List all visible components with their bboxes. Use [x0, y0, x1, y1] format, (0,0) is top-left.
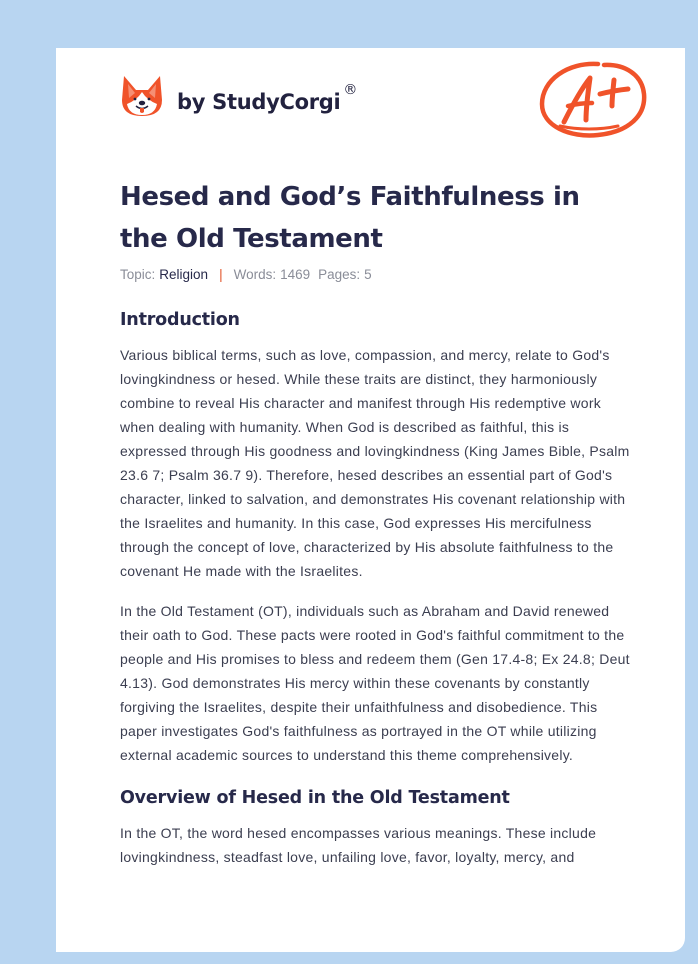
- pages-count: 5: [364, 267, 372, 282]
- pages-label: Pages:: [318, 267, 361, 282]
- topic-label: Topic:: [120, 267, 156, 282]
- section-heading-introduction: Introduction: [120, 310, 240, 330]
- article-meta: [120, 267, 632, 282]
- registered-mark: ®: [343, 82, 358, 98]
- header: [56, 48, 685, 158]
- words-label: Words:: [233, 267, 277, 282]
- paragraph: In the OT, the word hesed encompasses various meanings. These include lovingkindness, steadfast love, unfailing love, favor, loyalty, mercy, and: [120, 825, 597, 865]
- paragraph: Various biblical terms, such as love, compassion, and mercy, relate to God's lovingkindness or hesed. While these traits are distinct, they harmoniously combine to reveal His character and manifest through His redemptive work when dealing with humanity. When God is described as faithful, this is expressed through His goodness and lovingkindness (King James Bible, Psalm 23.6 7; Psalm 36.7 9). Therefore, hesed describes an essential part of God's character, linked to salvation, and demonstrates His covenant relationship with the Israelites and humanity. In this case, God expresses His mercifulness through the concept of love, characterized by His absolute faithfulness to the covenant He made with the Israelites.: [120, 347, 630, 579]
- paragraph: In the Old Testament (OT), individuals such as Abraham and David renewed their oath to God. These pacts were rooted in God's faithful commitment to the people and His promises to bless and redeem them (Gen 17.4-8; Ex 24.8; Deut 4.13). God demonstrates His mercy within these covenants by constantly forgiving the Israelites, despite their unfaithfulness and disobedience. This paper investigates God's faithfulness as portrayed in the OT while utilizing external academic sources to understand this theme comprehensively.: [120, 603, 630, 763]
- meta-separator: |: [219, 267, 223, 282]
- a-plus-grade-icon: [538, 58, 650, 140]
- document-card: [56, 48, 685, 952]
- section-heading-overview: Overview of Hesed in the Old Testament: [120, 788, 510, 808]
- brand-name: by StudyCorgi: [177, 90, 341, 114]
- words-count: 1469: [280, 267, 311, 282]
- studycorgi-logo[interactable]: [121, 74, 357, 120]
- topic-link[interactable]: Religion: [159, 267, 209, 282]
- corgi-logo-icon: [121, 74, 163, 120]
- page-title: Hesed and God’s Faithfulness in the Old Testament: [120, 182, 580, 254]
- article-content: [120, 176, 632, 885]
